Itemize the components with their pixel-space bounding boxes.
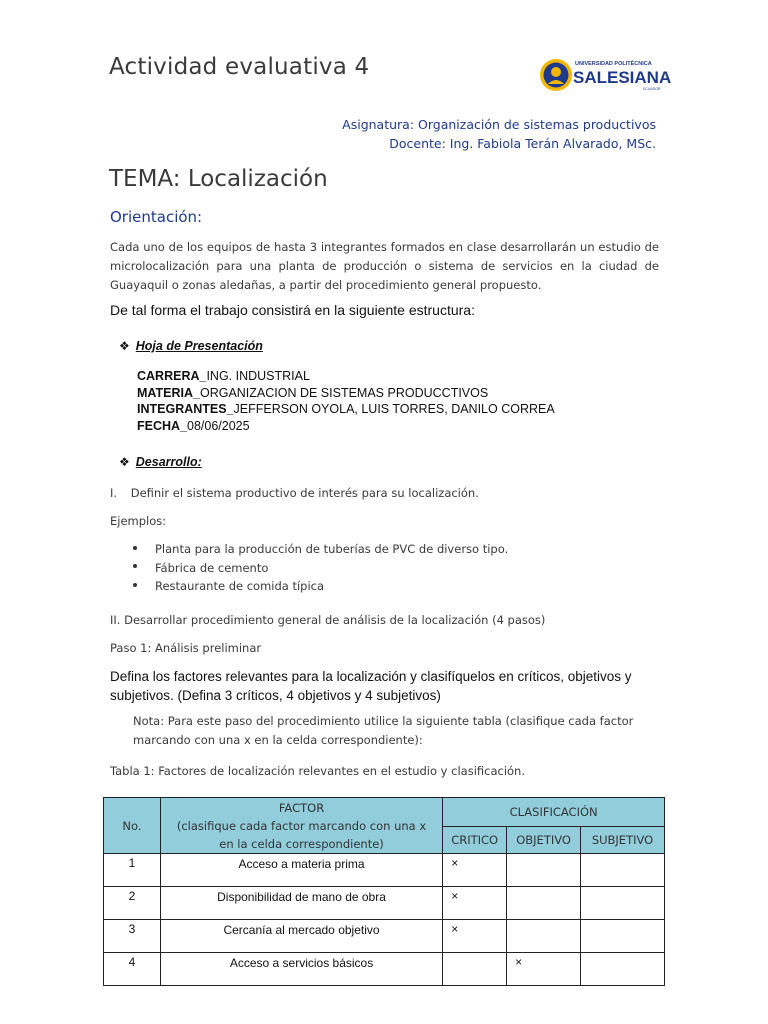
factor-cell: Acceso a servicios básicos <box>160 953 442 986</box>
materia-line <box>137 385 555 402</box>
row-number: 4 <box>104 953 161 986</box>
column-header-clasificacion: CLASIFICACIÓN <box>443 798 665 827</box>
factors-table <box>103 797 665 986</box>
examples-label: Ejemplos: <box>110 514 167 528</box>
logo-main-text: SALESIANA <box>573 68 672 87</box>
subjetivo-cell[interactable] <box>581 887 665 920</box>
orientation-heading: Orientación: <box>110 208 203 226</box>
objetivo-cell[interactable] <box>507 920 581 953</box>
subjetivo-cell[interactable] <box>581 854 665 887</box>
diamond-bullet-icon: ❖ <box>119 339 130 353</box>
list-item-text: Planta para la producción de tuberías de PVC de diverso tipo. <box>155 542 509 556</box>
list-item <box>133 540 508 559</box>
step-one-number: I. <box>110 486 118 500</box>
table-row <box>104 854 665 887</box>
row-number: 1 <box>104 854 161 887</box>
list-item-text: Restaurante de comida típica <box>155 579 325 593</box>
critico-cell[interactable]: × <box>443 887 507 920</box>
presentation-info <box>137 368 555 434</box>
integrantes-value: JEFFERSON OYOLA, LUIS TORRES, DANILO CORREA <box>233 402 555 416</box>
fecha-value: 08/06/2025 <box>187 418 250 433</box>
row-number: 3 <box>104 920 161 953</box>
bullet-dot-icon <box>133 564 137 568</box>
fecha-label: FECHA_ <box>137 418 188 433</box>
list-item <box>133 577 508 596</box>
table-caption: Tabla 1: Factores de localización relevantes en el estudio y clasificación. <box>110 764 525 778</box>
asignatura-line: Asignatura: Organización de sistemas productivos <box>342 117 656 132</box>
carrera-value: ING. INDUSTRIAL <box>206 369 310 383</box>
development-heading-text: Desarrollo: <box>135 455 202 469</box>
logo-country-text: ECUADOR <box>643 87 661 91</box>
step-one-text: Definir el sistema productivo de interés para su localización. <box>130 486 479 500</box>
topic-heading: TEMA: Localización <box>109 166 328 192</box>
table-row <box>104 953 665 986</box>
development-section-heading <box>119 451 202 470</box>
subjetivo-cell[interactable] <box>581 920 665 953</box>
document-title: Actividad evaluativa 4 <box>109 54 370 80</box>
instruction-paragraph: Defina los factores relevantes para la localización y clasifíquelos en críticos, objetivos y subjetivos. (Defina 3 críticos, 4 objetivos y 4 subjetivos) <box>110 669 632 703</box>
column-header-subjetivo: SUBJETIVO <box>581 827 665 854</box>
factor-header-note: (clasifique cada factor marcando con una x en la celda correspondiente) <box>176 819 427 851</box>
critico-cell[interactable] <box>443 953 507 986</box>
list-item-text: Fábrica de cemento <box>155 560 269 575</box>
objetivo-cell[interactable]: × <box>507 953 581 986</box>
carrera-label: CARRERA_ <box>137 369 207 383</box>
carrera-line <box>137 368 555 385</box>
note-paragraph: Nota: Para este paso del procedimiento utilice la siguiente tabla (clasifique cada factor marcando con una x en la celda correspondiente): <box>133 714 634 747</box>
bullet-dot-icon <box>133 583 137 587</box>
factor-cell: Disponibilidad de mano de obra <box>160 887 442 920</box>
structure-sentence: De tal forma el trabajo consistirá en la siguiente estructura: <box>110 302 475 318</box>
presentation-heading-text: Hoja de Presentación <box>135 339 263 353</box>
fecha-line <box>137 418 555 435</box>
step-two: II. Desarrollar procedimiento general de análisis de la localización (4 pasos) <box>110 613 546 627</box>
row-number: 2 <box>104 887 161 920</box>
logo-top-text: UNIVERSIDAD POLITÉCNICA <box>575 61 652 67</box>
table-row <box>104 920 665 953</box>
university-logo <box>539 56 672 94</box>
table-row <box>104 887 665 920</box>
integrantes-label: INTEGRANTES_ <box>137 402 234 416</box>
critico-cell[interactable]: × <box>443 920 507 953</box>
presentation-section-heading <box>119 335 263 354</box>
paso-one-label: Paso 1: Análisis preliminar <box>110 641 262 655</box>
factor-header-title: FACTOR <box>278 801 325 815</box>
column-header-critico: CRITICO <box>443 827 507 854</box>
objetivo-cell[interactable] <box>507 854 581 887</box>
materia-label: MATERIA_ <box>137 385 200 400</box>
step-one <box>110 486 479 500</box>
column-header-objetivo: OBJETIVO <box>507 827 581 854</box>
bullet-dot-icon <box>133 546 137 550</box>
factor-cell: Acceso a materia prima <box>160 854 442 887</box>
column-header-no: No. <box>104 798 161 854</box>
diamond-bullet-icon: ❖ <box>119 455 130 469</box>
objetivo-cell[interactable] <box>507 887 581 920</box>
examples-list <box>133 540 508 596</box>
integrantes-line <box>137 401 555 418</box>
subjetivo-cell[interactable] <box>581 953 665 986</box>
critico-cell[interactable]: × <box>443 854 507 887</box>
docente-line: Docente: Ing. Fabiola Terán Alvarado, MSc. <box>389 136 656 151</box>
materia-value: ORGANIZACION DE SISTEMAS PRODUCCTIVOS <box>199 385 489 400</box>
list-item <box>133 559 508 578</box>
intro-paragraph: Cada uno de los equipos de hasta 3 integrantes formados en clase desarrollarán un estudio de microlocalización para una planta de producción o sistema de servicios en la ciudad de Guayaquil o zonas aledañas, a partir del procedimiento general propuesto. <box>110 240 659 292</box>
column-header-factor <box>160 798 442 854</box>
factor-cell: Cercanía al mercado objetivo <box>160 920 442 953</box>
